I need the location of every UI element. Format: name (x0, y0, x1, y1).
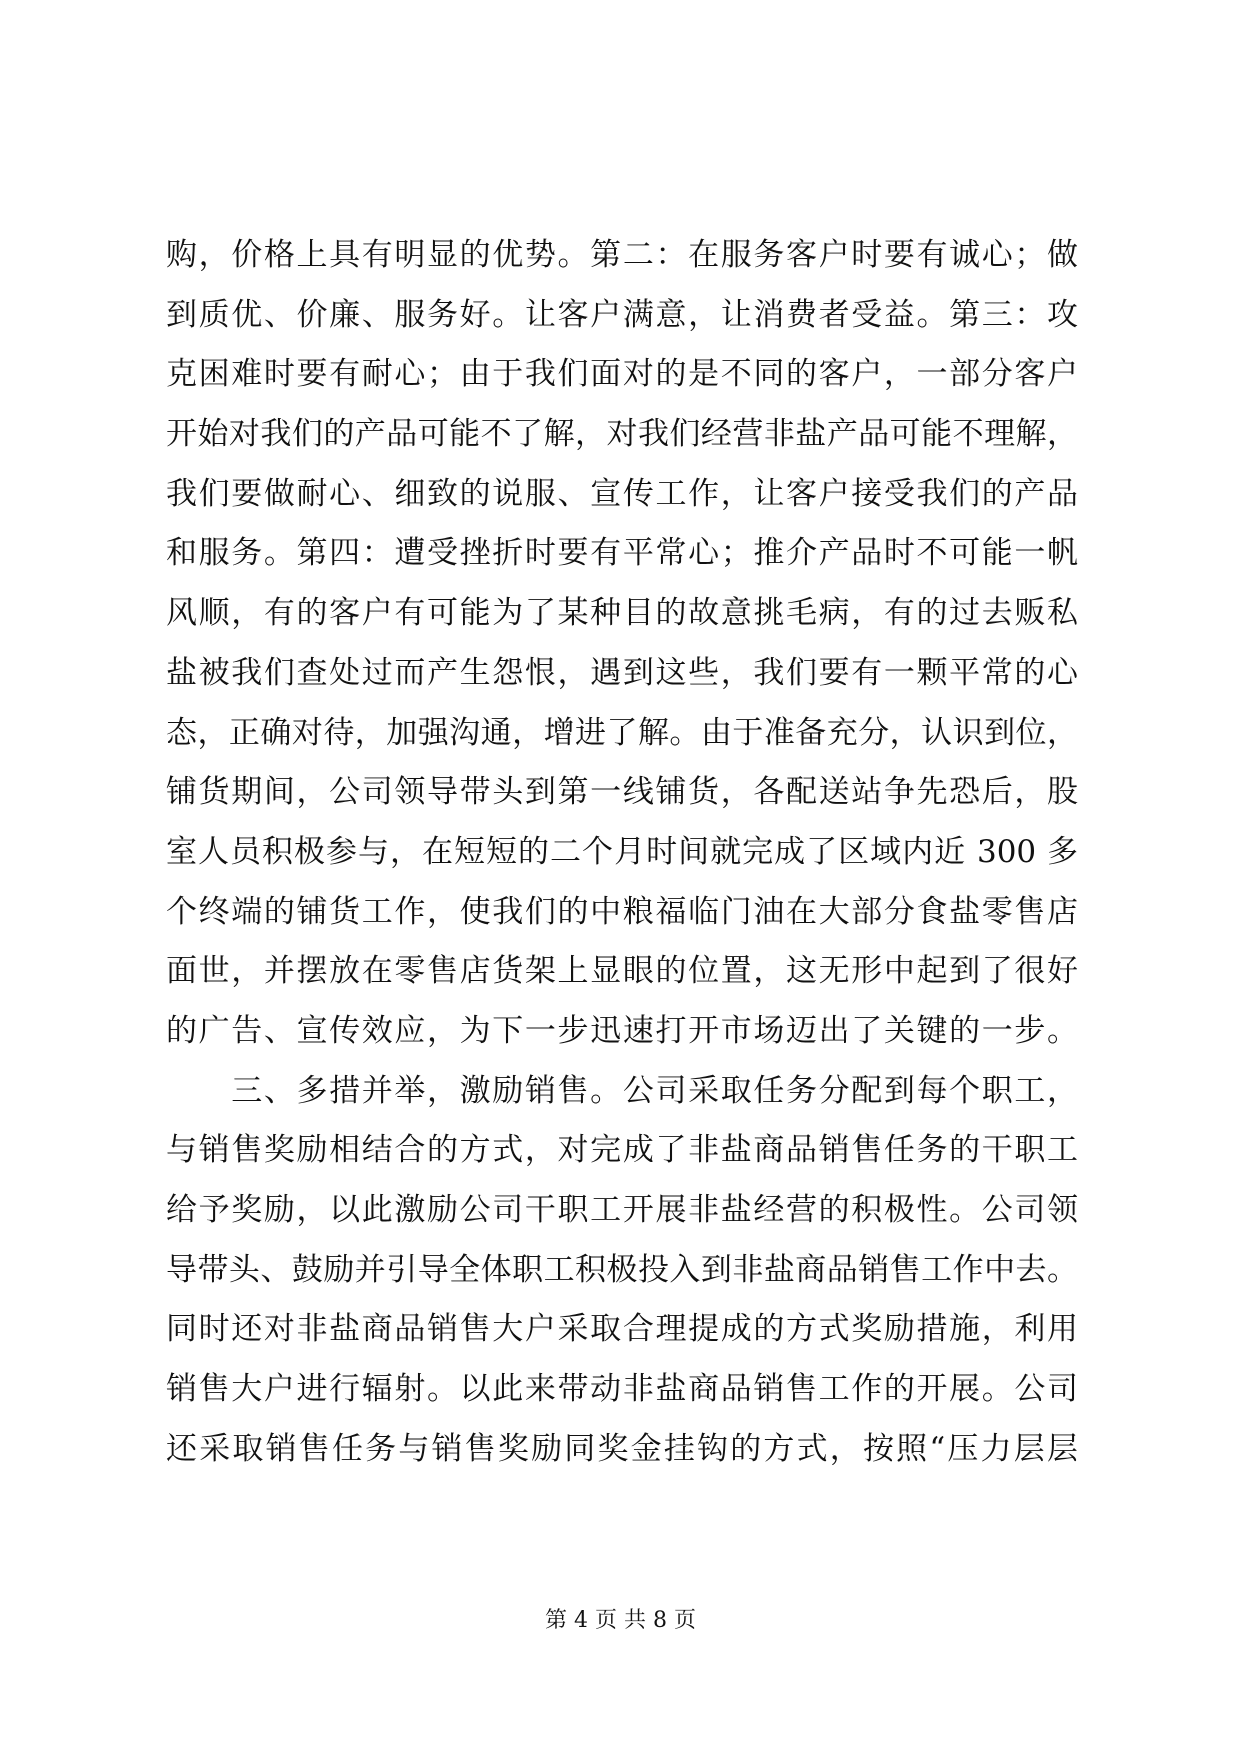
text-line: 到质优、价廉、服务好。让客户满意，让消费者受益。第三：攻 (166, 296, 1078, 333)
text-line: 个终端的铺货工作，使我们的中粮福临门油在大部分食盐零售店 (166, 893, 1078, 930)
text-line: 还采取销售任务与销售奖励同奖金挂钩的方式，按照“压力层层 (166, 1430, 1078, 1467)
text-line: 给予奖励，以此激励公司干职工开展非盐经营的积极性。公司领 (166, 1192, 1078, 1228)
text-line: 销售大户进行辐射。以此来带动非盐商品销售工作的开展。公司 (166, 1371, 1078, 1408)
text-line: 盐被我们查处过而产生怨恨，遇到这些，我们要有一颗平常的心 (166, 654, 1078, 691)
text-line: 面世，并摆放在零售店货架上显眼的位置，这无形中起到了很好 (166, 953, 1078, 990)
text-line: 同时还对非盐商品销售大户采取合理提成的方式奖励措施，利用 (166, 1311, 1078, 1348)
text-line: 的广告、宣传效应，为下一步迅速打开市场迈出了关键的一步。 (166, 1012, 1078, 1049)
page-footer: 第 4 页 共 8 页 (545, 1608, 696, 1633)
text-line: 开始对我们的产品可能不了解，对我们经营非盐产品可能不理解， (166, 416, 1078, 453)
text-line: 与销售奖励相结合的方式，对完成了非盐商品销售任务的干职工 (166, 1132, 1078, 1169)
text-line: 克困难时要有耐心；由于我们面对的是不同的客户，一部分客户 (166, 356, 1078, 393)
text-line: 我们要做耐心、细致的说服、宣传工作，让客户接受我们的产品 (166, 475, 1078, 512)
text-line: 室人员积极参与，在短短的二个月时间就完成了区域内近 300 多 (166, 833, 1078, 870)
text-line: 导带头、鼓励并引导全体职工积极投入到非盐商品销售工作中去。 (166, 1251, 1078, 1288)
text-line: 风顺，有的客户有可能为了某种目的故意挑毛病，有的过去贩私 (166, 595, 1078, 632)
text-line: 态，正确对待，加强沟通，增进了解。由于准备充分，认识到位， (166, 714, 1078, 751)
text-line: 购，价格上具有明显的优势。第二：在服务客户时要有诚心；做 (166, 237, 1078, 273)
text-line: 和服务。第四：遭受挫折时要有平常心；推介产品时不可能一帆 (166, 535, 1078, 572)
body-text (166, 226, 1078, 1479)
text-line: 三、多措并举，激励销售。公司采取任务分配到每个职工， (166, 1072, 1078, 1109)
text-line: 铺货期间，公司领导带头到第一线铺货，各配送站争先恐后，股 (166, 774, 1078, 811)
